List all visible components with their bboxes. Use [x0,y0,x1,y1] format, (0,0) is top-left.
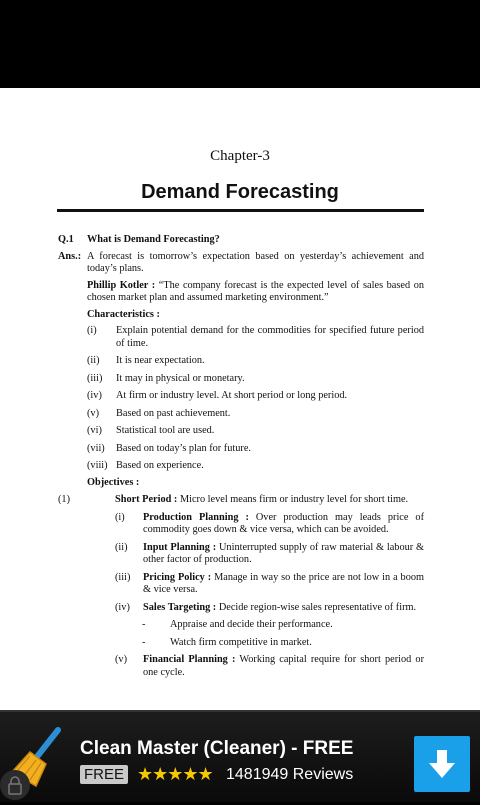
document-page[interactable] [0,88,480,710]
page-title: Demand Forecasting [141,181,339,203]
dash-item-bullet: - [142,636,146,648]
sub-item-desc: Uninterrupted supply of raw material & labour & other factor of production. [143,541,425,565]
kotler-label: Phillip Kotler : [87,279,156,291]
lock-icon[interactable] [0,770,30,800]
ad-app-name[interactable]: Clean Master (Cleaner) - FREE [80,738,354,759]
objective-desc: Micro level means firm or industry level for short time. [179,494,409,505]
objective-item [58,494,424,507]
list-item [87,325,424,350]
characteristics-heading: Characteristics : [87,308,160,320]
sub-item-text [143,542,424,567]
kotler-definition [87,280,424,305]
list-item [87,373,424,386]
list-item-number: (vii) [87,442,105,454]
list-item [87,460,424,473]
list-item-text: Explain potential demand for the commodities for specified future period of time. [116,325,424,349]
title-rule [57,209,424,212]
sub-item-label: Production Planning : [143,511,249,523]
sub-item [115,542,424,567]
price-badge: FREE [80,765,128,784]
list-item-text: It may in physical or monetary. [116,372,245,384]
list-item-text: Based on today’s plan for future. [116,442,251,454]
sub-item [115,512,424,537]
list-item [87,425,424,438]
dash-item [142,637,424,650]
dash-item-text: Watch firm competitive in market. [170,636,312,648]
objectives-heading: Objectives : [87,476,140,488]
download-arrow-icon [414,736,470,792]
download-button[interactable] [414,736,470,792]
question-label: Q.1 [58,234,74,245]
list-item-number: (iv) [87,390,102,401]
objective-text [115,494,424,507]
list-item-number: (ii) [87,355,100,366]
sub-item-desc: Manage in way so the price are not low in a boom & vice versa. [143,571,425,595]
dash-item [142,619,424,632]
objective-label: Short Period : [115,494,178,505]
answer-text: A forecast is tomorrow’s expectation based on yesterday’s achievement and today’s plans. [87,250,424,274]
list-item [87,408,424,421]
answer-label: Ans.: [58,250,82,262]
sub-item-text [143,654,424,679]
kotler-text: “The company forecast is the expected level of sales based on chosen market plan and assumed marketing environment.” [87,279,424,303]
document-body [58,234,424,679]
sub-item-label: Pricing Policy : [143,571,212,583]
list-item-text: Statistical tool are used. [116,425,215,436]
list-item [87,390,424,403]
sub-item-number: (iv) [115,601,130,613]
list-item-text: Based on experience. [116,460,204,471]
sub-item [115,602,424,615]
list-item-number: (iii) [87,372,103,384]
answer-row [58,251,424,276]
list-item-number: (v) [87,407,100,419]
dash-item-text: Appraise and decide their performance. [170,619,333,630]
reviews-count: 1481949 Reviews [226,766,354,783]
list-item-text: It is near expectation. [116,355,205,366]
sub-item-desc: Working capital require for short period or one cycle. [143,654,425,678]
sub-item-label: Input Planning : [143,541,217,553]
sub-item-text [143,512,424,537]
list-item-number: (vi) [87,425,102,436]
sub-item-label: Financial Planning : [143,654,236,665]
sub-item-desc: Decide region-wise sales representative of firm. [218,601,417,613]
rating-stars: ★★★★★ [137,764,213,784]
list-item [87,355,424,368]
sub-item-label: Sales Targeting : [143,601,217,613]
question-row [58,234,424,247]
objective-number: (1) [58,494,71,505]
list-item-text: At firm or industry level. At short period or long period. [116,390,348,401]
list-item-text: Based on past achievement. [116,407,231,419]
dash-item-bullet: - [142,619,146,630]
sub-item-number: (ii) [115,541,128,553]
sub-item-desc: Over production may leads price of commodity goes down & vice versa, which can be avoided. [143,511,425,535]
sub-item-number: (i) [115,511,125,523]
top-black-bar [0,0,480,88]
sub-item-number: (v) [115,654,128,665]
list-item [87,443,424,456]
chapter-label: Chapter-3 [210,148,270,164]
sub-item [115,572,424,597]
sub-item [115,654,424,679]
sub-item-number: (iii) [115,571,131,583]
question-text: What is Demand Forecasting? [87,234,220,245]
list-item-number: (viii) [87,460,108,471]
sub-item-text [143,602,424,615]
list-item-number: (i) [87,325,97,336]
sub-item-text [143,572,424,597]
ad-banner[interactable] [0,710,480,802]
